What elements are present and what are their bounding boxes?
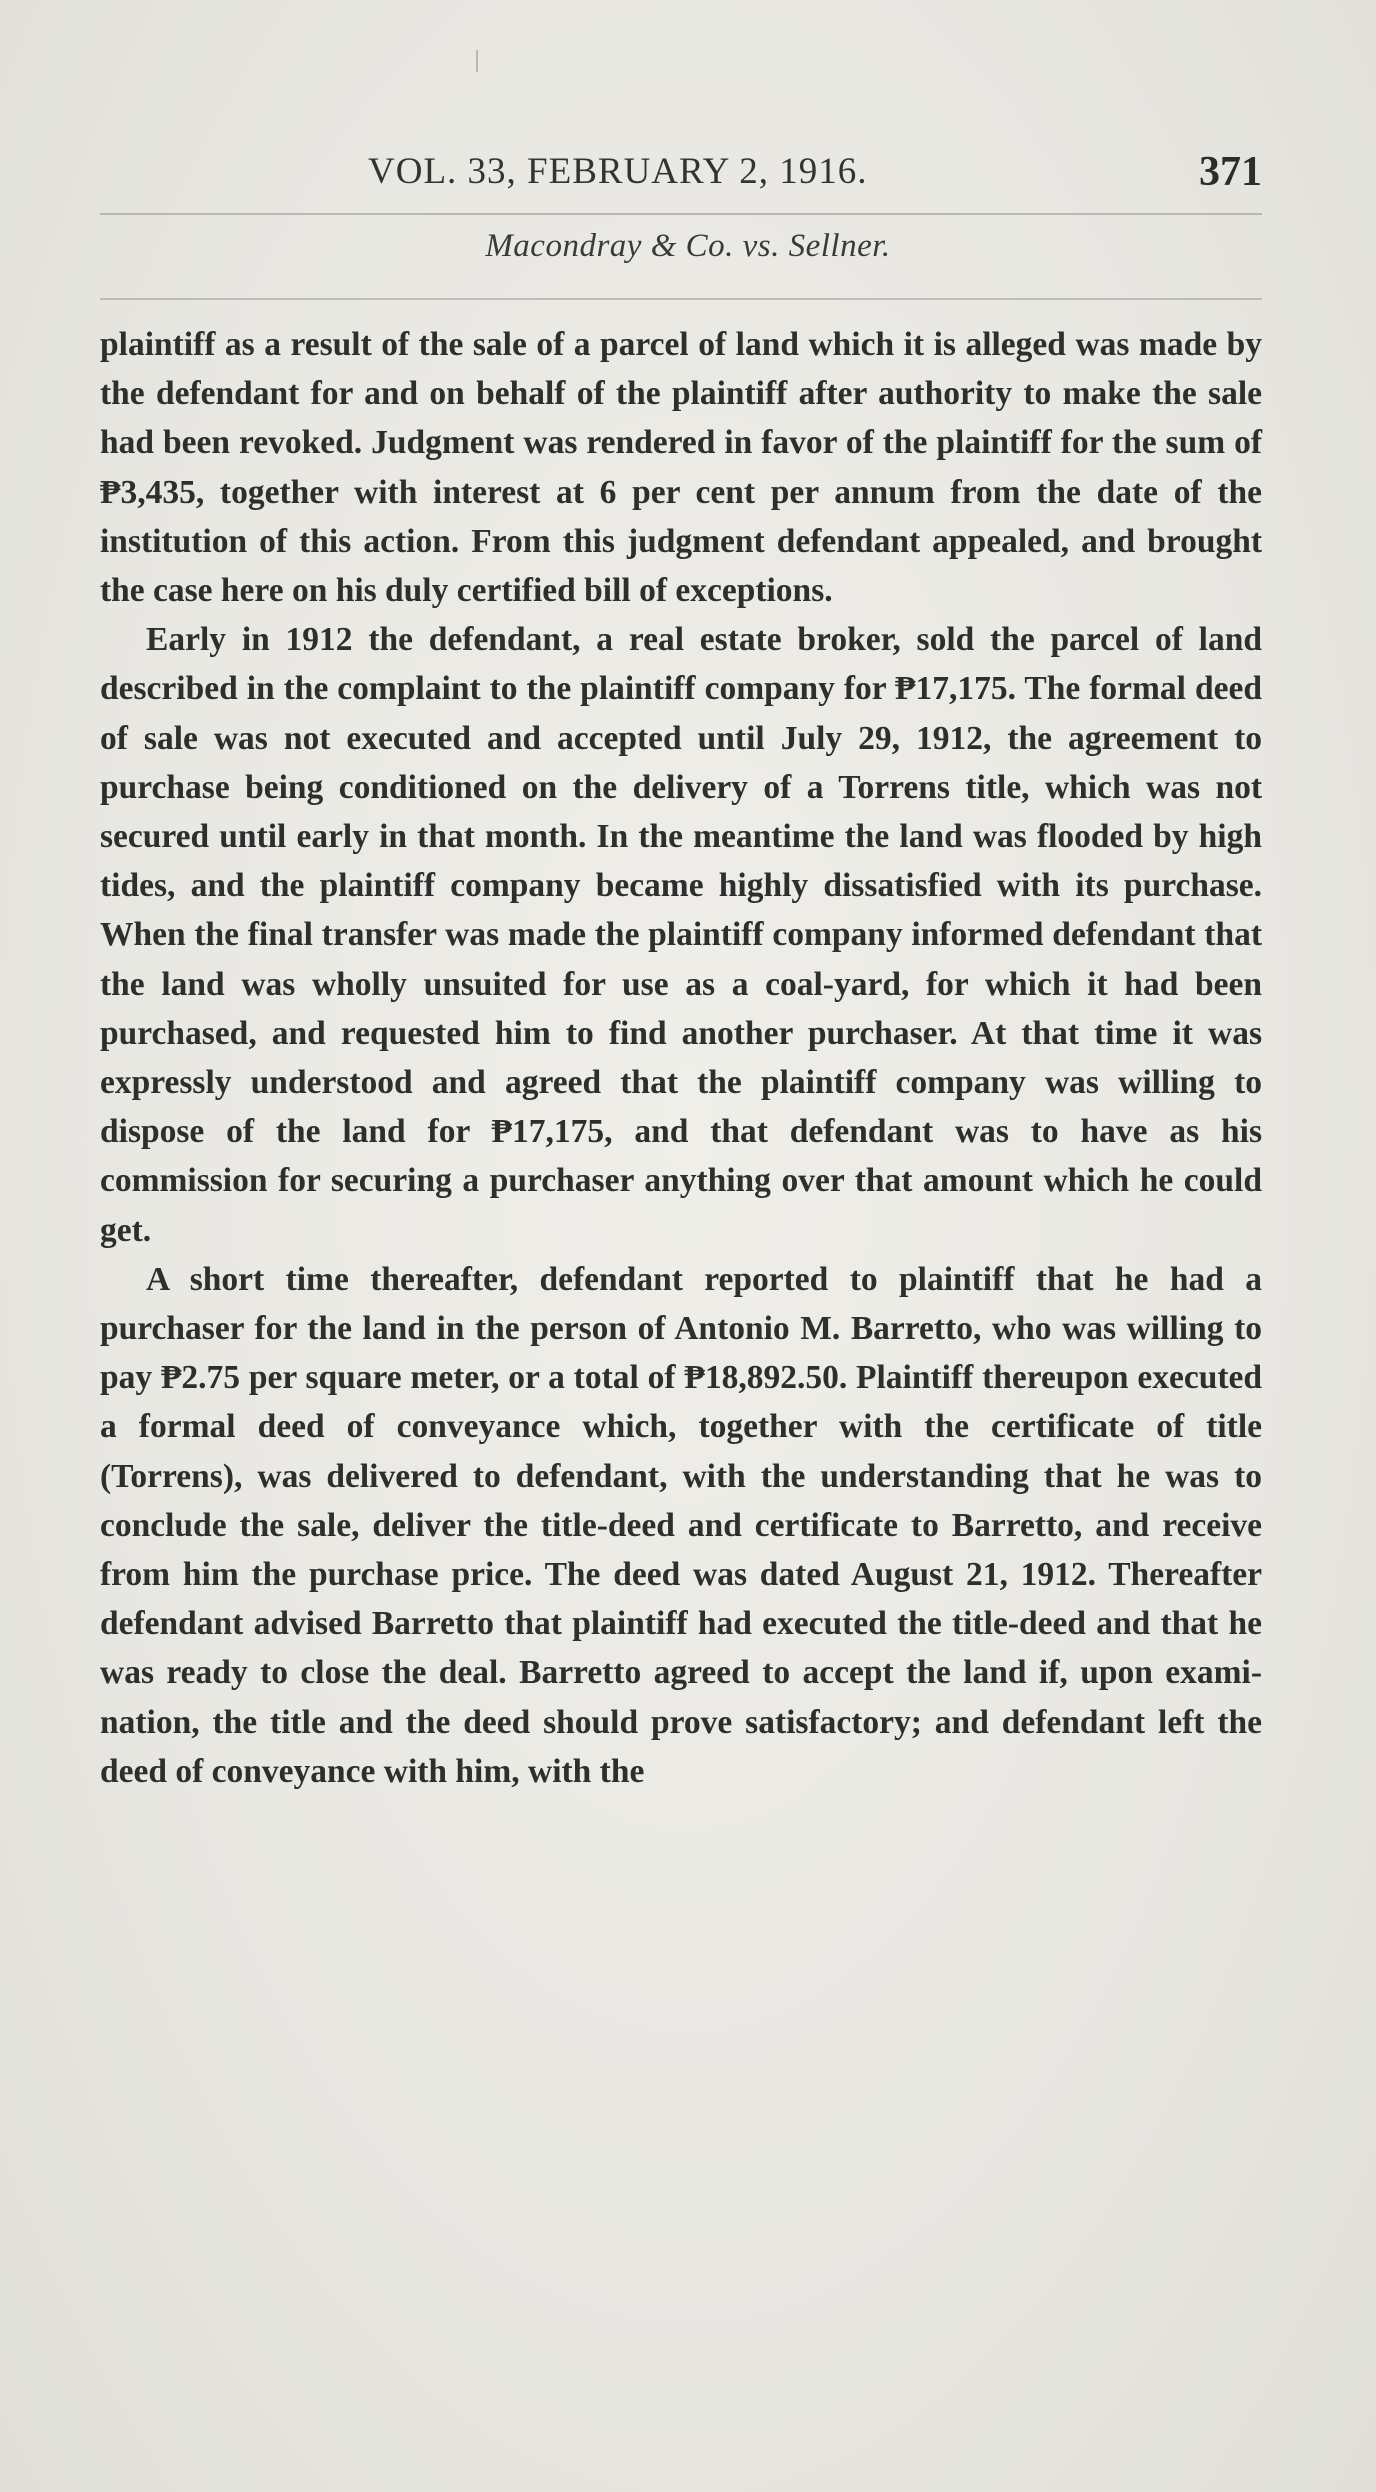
page-number: 371 xyxy=(1199,149,1262,195)
paragraph-3: A short time thereafter, defendant reported to plaintiff that he had a purchaser for the land in the person of Antonio M. Barretto, who was willing to pay ₱2.75 per square meter, or a total of ₱18,892.50. Plaintiff thereupon executed a formal deed of conveyance which, together with the certificate of title (Torrens), was delivered to defendant, with the understanding that he was to conclude the sale, deliver the title-deed and certificate to Barretto, and receive from him the purchase price. The deed was dated August 21, 1912. Thereafter defendant advised Barretto that plaintiff had executed the title-deed and that he was ready to close the deal. Barretto agreed to accept the land if, upon examination, the title and the deed should prove satisfactory; and defendant left the deed of conveyance with him, with the xyxy=(100,1260,1262,1790)
paragraph-2: Early in 1912 the defendant, a real estate broker, sold the parcel of land described in the complaint to the plaintiff company for ₱17,175. The formal deed of sale was not executed and accepted until July 29, 1912, the agreement to purchase being conditioned on the delivery of a Torrens title, which was not secured until early in that month. In the meantime the land was flooded by high tides, and the plaintiff company became highly dissatisfied with its purchase. When the final transfer was made the plaintiff company informed defendant that the land was wholly unsuited for use as a coal-yard, for which it had been purchased, and requested him to find another purchaser. At that time it was expressly understood and agreed that the plaintiff company was willing to dispose of the land for ₱17,175, and that defendant was to have as his commission for securing a purchaser anything over that amount which he could get. xyxy=(100,621,1262,1249)
body-text xyxy=(100,320,1262,1796)
paragraph-1: plaintiff as a result of the sale of a parcel of land which it is alleged was made by the defendant for and on behalf of the plaintiff after authority to make the sale had been revoked. Judgment was rendered in favor of the plaintiff for the sum of ₱3,435, together with interest at 6 per cent per annum from the date of the institution of this action. From this judgment defendant appealed, and brought the case here on his duly certified bill of exceptions. xyxy=(100,326,1262,610)
page-header xyxy=(100,140,1262,220)
case-title: Macondray & Co. vs. Sellner. xyxy=(485,228,891,264)
scan-speck xyxy=(476,50,478,72)
header-rule-bottom xyxy=(100,298,1262,300)
header-rule-top xyxy=(100,213,1262,215)
running-head: VOL. 33, FEBRUARY 2, 1916. xyxy=(368,151,868,192)
